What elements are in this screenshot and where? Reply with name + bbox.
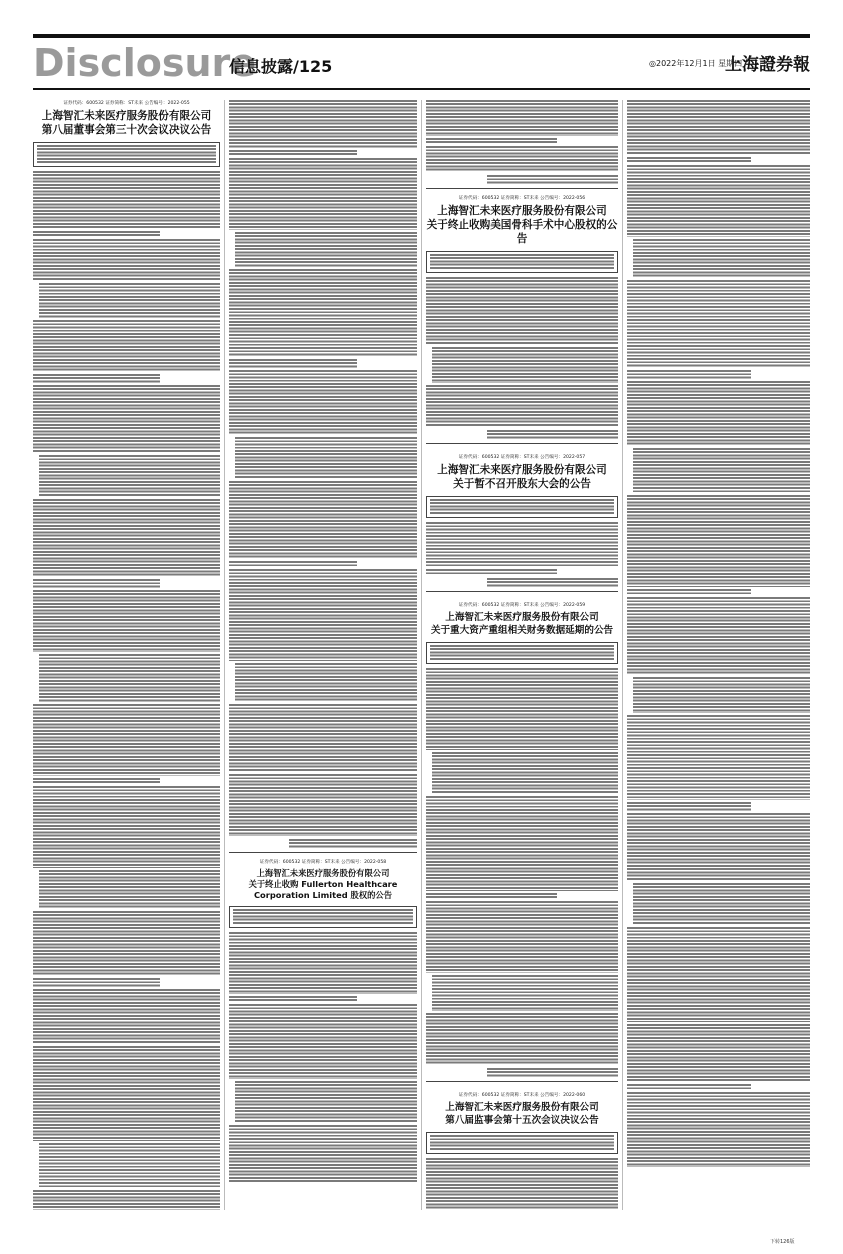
notice-supervisory	[426, 1092, 618, 1210]
notice-code-line: 证券代码：600532 证券简称：ST未来 公告编号：2022-055	[63, 101, 190, 106]
body-text	[33, 704, 220, 776]
body-text	[627, 813, 810, 881]
notice-title	[426, 204, 618, 246]
body-text	[33, 231, 160, 237]
body-text	[33, 1190, 220, 1210]
notice-divider	[426, 1081, 618, 1082]
body-text	[233, 909, 413, 925]
body-text	[229, 932, 417, 994]
body-text	[430, 1135, 614, 1151]
body-text	[235, 1081, 417, 1123]
notice-divider	[426, 443, 618, 444]
notice-title	[426, 1101, 618, 1127]
body-text	[627, 1092, 810, 1167]
column-2	[229, 100, 417, 1210]
column-divider	[622, 100, 623, 1210]
notice-code-line: 证券代码：600532 证券简称：ST未来 公告编号：2022-058	[259, 860, 387, 865]
notice-financial-delay	[426, 602, 618, 1082]
column-1	[33, 100, 220, 1210]
notice-no-meeting	[426, 454, 618, 592]
body-text	[633, 448, 810, 493]
body-text	[33, 989, 220, 1044]
body-text	[432, 347, 618, 383]
issue-date: ◎2022年12月1日 星期四	[649, 59, 743, 68]
body-text	[426, 385, 618, 427]
notice-title	[229, 868, 417, 901]
body-text	[627, 495, 810, 587]
notice-signature	[426, 175, 618, 184]
body-text	[627, 802, 751, 811]
body-text	[627, 1024, 810, 1082]
body-text	[229, 704, 417, 772]
notice-title-subject: 关于终止收购 Fullerton Healthcare Corporation Limited 股权的公告	[248, 879, 398, 900]
body-text	[235, 437, 417, 479]
body-text	[430, 254, 614, 270]
body-text	[229, 1004, 417, 1079]
notice-title-company: 上海智汇未来医疗服务股份有限公司	[445, 612, 599, 623]
body-text	[432, 975, 618, 1011]
body-text	[33, 499, 220, 577]
notice-signature	[426, 1068, 618, 1077]
notice-title-company: 上海智汇未来医疗服务股份有限公司	[437, 464, 607, 476]
notice-title-company: 上海智汇未来医疗服务股份有限公司	[445, 1102, 599, 1113]
body-text	[39, 1143, 220, 1188]
notice-title	[426, 611, 618, 637]
notice-title-company: 上海智汇未来医疗服务股份有限公司	[41, 110, 212, 122]
body-text	[229, 100, 417, 148]
signature-lines	[487, 175, 618, 184]
body-text	[426, 796, 618, 891]
body-text	[229, 481, 417, 559]
body-text	[627, 157, 751, 163]
notice-title	[33, 109, 220, 137]
body-text	[235, 232, 417, 267]
body-text	[627, 597, 810, 675]
body-text	[426, 901, 618, 973]
body-text	[627, 100, 810, 155]
body-text	[633, 677, 810, 713]
body-text	[33, 590, 220, 652]
body-text	[627, 1084, 751, 1090]
notice-statement-box	[426, 496, 618, 518]
body-text	[33, 320, 220, 372]
notice-title-subject: 关于终止收购美国骨科手术中心股权的公告	[426, 219, 618, 245]
body-text	[229, 774, 417, 836]
notice-code-line: 证券代码：600532 证券简称：ST未来 公告编号：2022-060	[458, 1093, 586, 1098]
body-text	[627, 370, 751, 379]
body-text	[33, 385, 220, 453]
top-rule	[33, 34, 810, 38]
body-text	[229, 370, 417, 435]
notice-fullerton	[229, 859, 417, 1183]
notice-signature	[229, 839, 417, 848]
body-text	[33, 786, 220, 868]
continued-note: 下转126版	[770, 1239, 795, 1245]
signature-lines	[487, 578, 618, 587]
column-3	[426, 100, 618, 1210]
notice-divider	[229, 852, 417, 853]
body-text	[229, 269, 417, 357]
body-text	[627, 280, 810, 368]
body-text	[229, 561, 357, 567]
notice-statement-box	[426, 642, 618, 664]
body-text	[633, 883, 810, 925]
body-text	[39, 455, 220, 497]
body-text	[426, 893, 557, 899]
body-text	[39, 870, 220, 909]
body-text	[426, 569, 557, 575]
body-text	[430, 499, 614, 515]
notice-code-line: 证券代码：600532 证券简称：ST未来 公告编号：2022-059	[458, 603, 586, 608]
body-text	[426, 1013, 618, 1065]
body-text	[426, 668, 618, 750]
notice-title-subject: 第八届董事会第三十次会议决议公告	[41, 124, 212, 136]
body-text	[229, 150, 357, 156]
body-text	[426, 146, 618, 172]
body-text	[229, 996, 357, 1002]
body-text	[426, 1158, 618, 1210]
body-text	[33, 374, 160, 383]
notice-code-line: 证券代码：600532 证券简称：ST未来 公告编号：2022-057	[458, 455, 586, 460]
body-text	[426, 277, 618, 345]
notice-statement-box	[426, 251, 618, 273]
notice-signature	[426, 430, 618, 439]
body-text	[33, 1046, 220, 1141]
body-text	[229, 158, 417, 230]
body-text	[33, 239, 220, 281]
body-text	[33, 978, 160, 987]
notice-title-subject: 关于暂不召开股东大会的公告	[453, 478, 591, 490]
body-text	[627, 381, 810, 446]
notice-title-subject: 关于重大资产重组相关财务数据延期的公告	[430, 625, 614, 636]
notice-title-subject: 第八届监事会第十五次会议决议公告	[445, 1115, 599, 1126]
notice-code-line: 证券代码：600532 证券简称：ST未来 公告编号：2022-056	[458, 196, 586, 201]
body-text	[627, 927, 810, 1022]
body-text	[229, 569, 417, 661]
body-text	[39, 654, 220, 702]
notice-title	[426, 463, 618, 491]
body-text	[229, 1125, 417, 1183]
body-text	[627, 589, 751, 595]
notice-signature	[426, 578, 618, 587]
body-text	[426, 100, 618, 136]
notice-divider	[426, 591, 618, 592]
notice-title-company: 上海智汇未来医疗服务股份有限公司	[437, 205, 607, 217]
masthead-rule	[33, 88, 810, 90]
body-text	[33, 778, 160, 784]
notice-divider	[426, 188, 618, 189]
body-text	[37, 145, 216, 164]
signature-lines	[289, 839, 417, 848]
notice-board-meeting	[33, 100, 220, 1210]
signature-lines	[487, 430, 618, 439]
body-text	[426, 138, 557, 144]
body-text	[33, 911, 220, 976]
column-4	[627, 100, 810, 1210]
newspaper-name: 上海證券報	[725, 55, 810, 75]
body-text	[33, 171, 220, 229]
body-text	[39, 283, 220, 318]
body-text	[430, 645, 614, 661]
masthead	[33, 42, 810, 86]
notice-statement-box	[426, 1132, 618, 1154]
body-text	[229, 359, 357, 368]
body-text	[627, 715, 810, 800]
signature-lines	[487, 1068, 618, 1077]
column-divider	[421, 100, 422, 1210]
body-text	[633, 239, 810, 278]
body-text	[33, 579, 160, 588]
column-divider	[224, 100, 225, 1210]
notice-statement-box	[229, 906, 417, 928]
brand-logo: Disclosure	[33, 41, 257, 85]
notice-statement-box	[33, 142, 220, 167]
notice-orthopedic	[426, 195, 618, 444]
body-text	[432, 752, 618, 794]
body-text	[627, 165, 810, 237]
notice-title-company: 上海智汇未来医疗服务股份有限公司	[256, 868, 390, 878]
body-text	[235, 663, 417, 702]
body-text	[426, 522, 618, 567]
section-label: 信息披露/125	[229, 57, 333, 76]
